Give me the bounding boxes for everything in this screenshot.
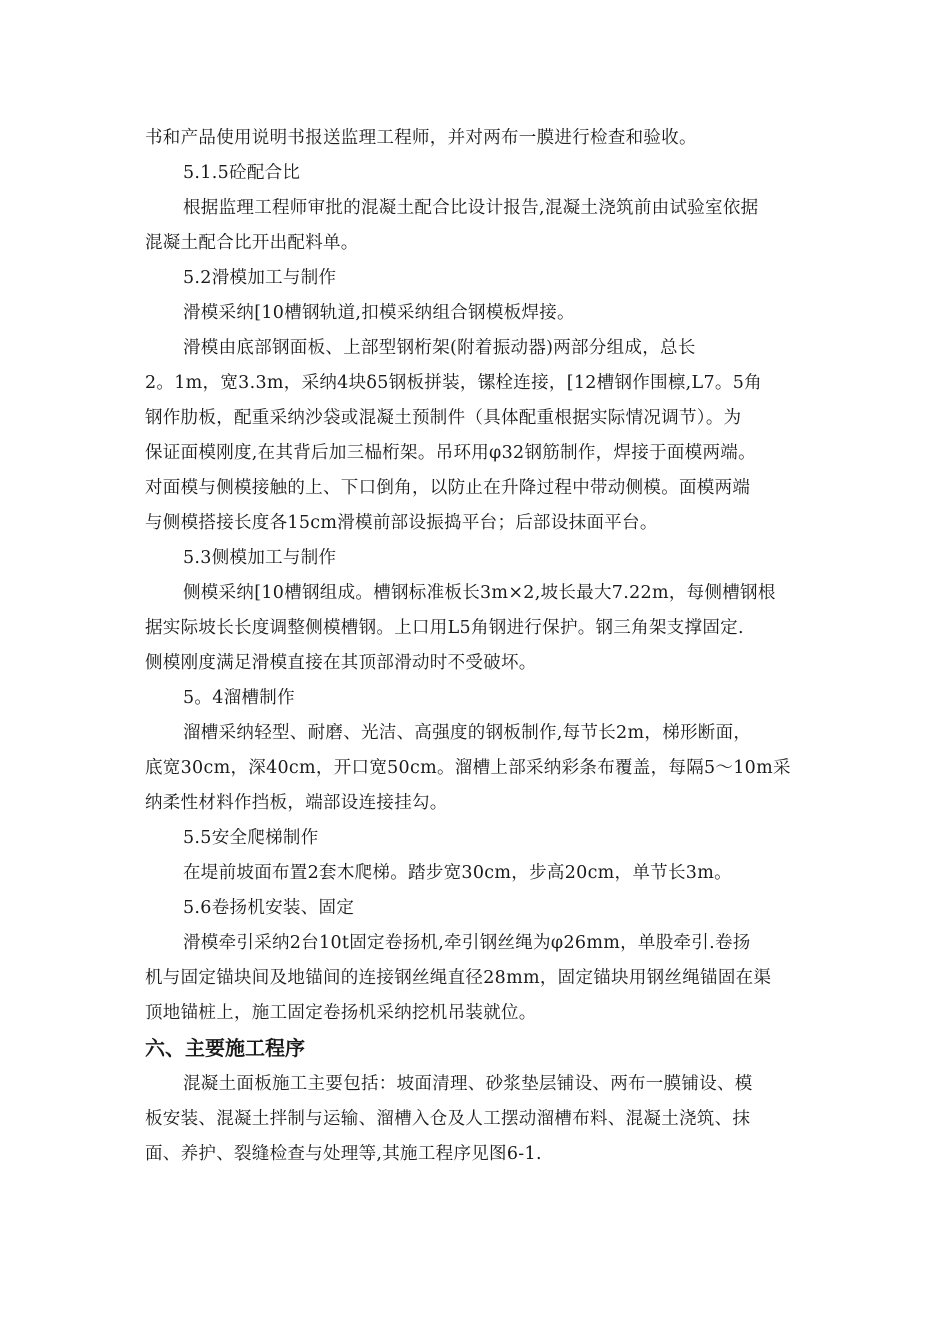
paragraph-line: 顶地锚桩上，施工固定卷扬机采纳挖机吊装就位。	[145, 1003, 537, 1023]
paragraph-line: 钢作肋板，配重采纳沙袋或混凝土预制件（具体配重根据实际情况调节）。为	[145, 408, 742, 428]
paragraph-line: 机与固定锚块间及地锚间的连接钢丝绳直径28mm，固定锚块用钢丝绳锚固在渠	[145, 968, 772, 988]
section-heading: 六、主要施工程序	[145, 1036, 305, 1060]
paragraph-line: 保证面模刚度,在其背后加三榀桁架。吊环用φ32钢筋制作，焊接于面模两端。	[145, 443, 756, 463]
paragraph-line: 滑模牵引采纳2台10t固定卷扬机,牵引钢丝绳为φ26mm，单股牵引.卷扬	[183, 933, 751, 953]
paragraph-line: 在堤前坡面布置2套木爬梯。踏步宽30cm，步高20cm，单节长3m。	[183, 863, 732, 883]
paragraph-line: 混凝土面板施工主要包括：坡面清理、砂浆垫层铺设、两布一膜铺设、模	[183, 1074, 753, 1094]
paragraph-line: 书和产品使用说明书报送监理工程师，并对两布一膜进行检查和验收。	[145, 128, 697, 148]
paragraph-line: 混凝土配合比开出配料单。	[145, 233, 359, 253]
paragraph-line: 2。1m，宽3.3m，采纳4块δ5钢板拼装，镙栓连接，[12槽钢作围檩,L7。5角	[145, 373, 762, 393]
paragraph-line: 侧模采纳[10槽钢组成。槽钢标准板长3m×2,坡长最大7.22m，每侧槽钢根	[183, 583, 776, 603]
paragraph-line: 对面模与侧模接触的上、下口倒角，以防止在升降过程中带动侧模。面模两端	[145, 478, 751, 498]
subsection-title: 5.6卷扬机安装、固定	[183, 898, 355, 918]
subsection-title: 5.5安全爬梯制作	[183, 828, 319, 848]
subsection-title: 5.2滑模加工与制作	[183, 268, 337, 288]
paragraph-line: 面、养护、裂缝检查与处理等,其施工程序见图6-1.	[145, 1144, 542, 1164]
paragraph-line: 滑模由底部钢面板、上部型钢桁架(附着振动器)两部分组成，总长	[183, 338, 696, 358]
paragraph-line: 溜槽采纳轻型、耐磨、光洁、高强度的钢板制作,每节长2m，梯形断面，	[183, 723, 752, 743]
subsection-title: 5.1.5砼配合比	[183, 163, 301, 183]
paragraph-line: 底宽30cm，深40cm，开口宽50cm。溜槽上部采纳彩条布覆盖，每隔5～10m采	[145, 758, 791, 778]
paragraph-line: 与侧模搭接长度各15cm滑模前部设振捣平台；后部设抹面平台。	[145, 513, 658, 533]
paragraph-line: 据实际坡长长度调整侧模槽钢。上口用L5角钢进行保护。钢三角架支撑固定.	[145, 618, 744, 638]
paragraph-line: 侧模刚度满足滑模直接在其顶部滑动时不受破坏。	[145, 653, 537, 673]
subsection-title: 5.3侧模加工与制作	[183, 548, 337, 568]
paragraph-line: 纳柔性材料作挡板，端部设连接挂勾。	[145, 793, 448, 813]
paragraph-line: 板安装、混凝土拌制与运输、溜槽入仓及人工摆动溜槽布料、混凝土浇筑、抹	[145, 1109, 751, 1129]
paragraph-line: 滑模采纳[10槽钢轨道,扣模采纳组合钢模板焊接。	[183, 303, 575, 323]
subsection-title: 5。4溜槽制作	[183, 688, 295, 708]
paragraph-line: 根据监理工程师审批的混凝土配合比设计报告,混凝土浇筑前由试验室依据	[183, 198, 759, 218]
